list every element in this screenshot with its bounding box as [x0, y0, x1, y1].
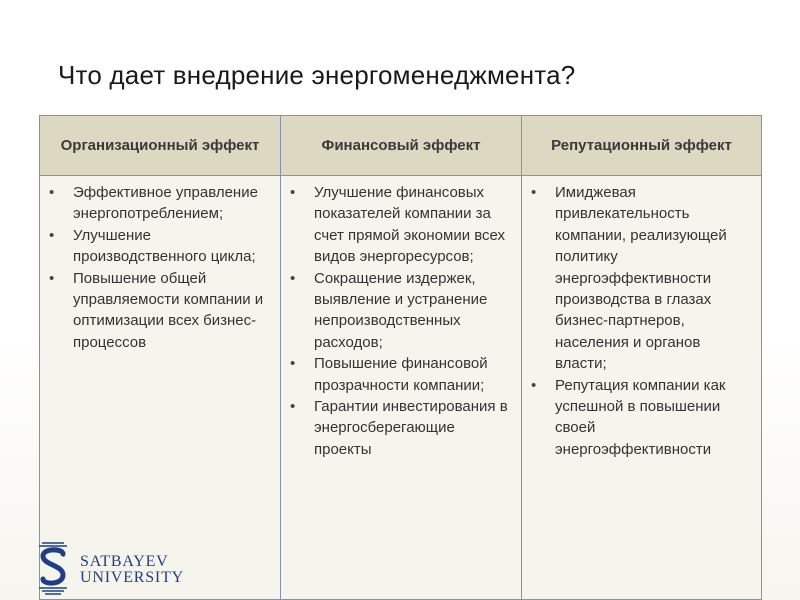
list-item: • Повышение финансовой прозрачности компании;: [314, 353, 513, 396]
cell-organizational: [40, 176, 281, 600]
list-item: • Имиджевая привлекательность компании, реализующей политику энергоэффективности производства в глазах бизнес-партнеров, населения и органов власти;: [555, 182, 753, 375]
list-item: • Повышение общей управляемости компании и оптимизации всех бизнес-процессов: [73, 268, 272, 354]
logo-text-satbayev: SATBAYEV: [80, 553, 169, 570]
column-header-financial: Финансовый эффект: [281, 116, 522, 176]
reputational-list: [522, 182, 753, 460]
financial-list: [281, 182, 513, 460]
table-row: [40, 176, 762, 600]
satbayev-s-emblem-icon: [35, 541, 71, 597]
list-item: • Сокращение издержек, выявление и устранение непроизводственных расходов;: [314, 268, 513, 354]
column-header-organizational: Организационный эффект: [40, 116, 281, 176]
slide-title: Что дает внедрение энергоменеджмента?: [58, 60, 576, 90]
logo-text-university: UNIVERSITY: [80, 569, 184, 586]
organizational-list: [40, 182, 272, 353]
table-header-row: [40, 116, 762, 176]
university-logo: [35, 541, 195, 597]
list-item: • Улучшение финансовых показателей компании за счет прямой экономии всех видов энергоресурсов;: [314, 182, 513, 268]
list-item: • Эффективное управление энергопотреблением;: [73, 182, 272, 225]
list-item: • Репутация компании как успешной в повышении своей энергоэффективности: [555, 375, 753, 461]
cell-financial: [281, 176, 522, 600]
cell-reputational: [522, 176, 762, 600]
list-item: • Улучшение производственного цикла;: [73, 225, 272, 268]
effects-table: [39, 115, 762, 600]
list-item: • Гарантии инвестирования в энергосберегающие проекты: [314, 396, 513, 460]
column-header-reputational: Репутационный эффект: [522, 116, 762, 176]
